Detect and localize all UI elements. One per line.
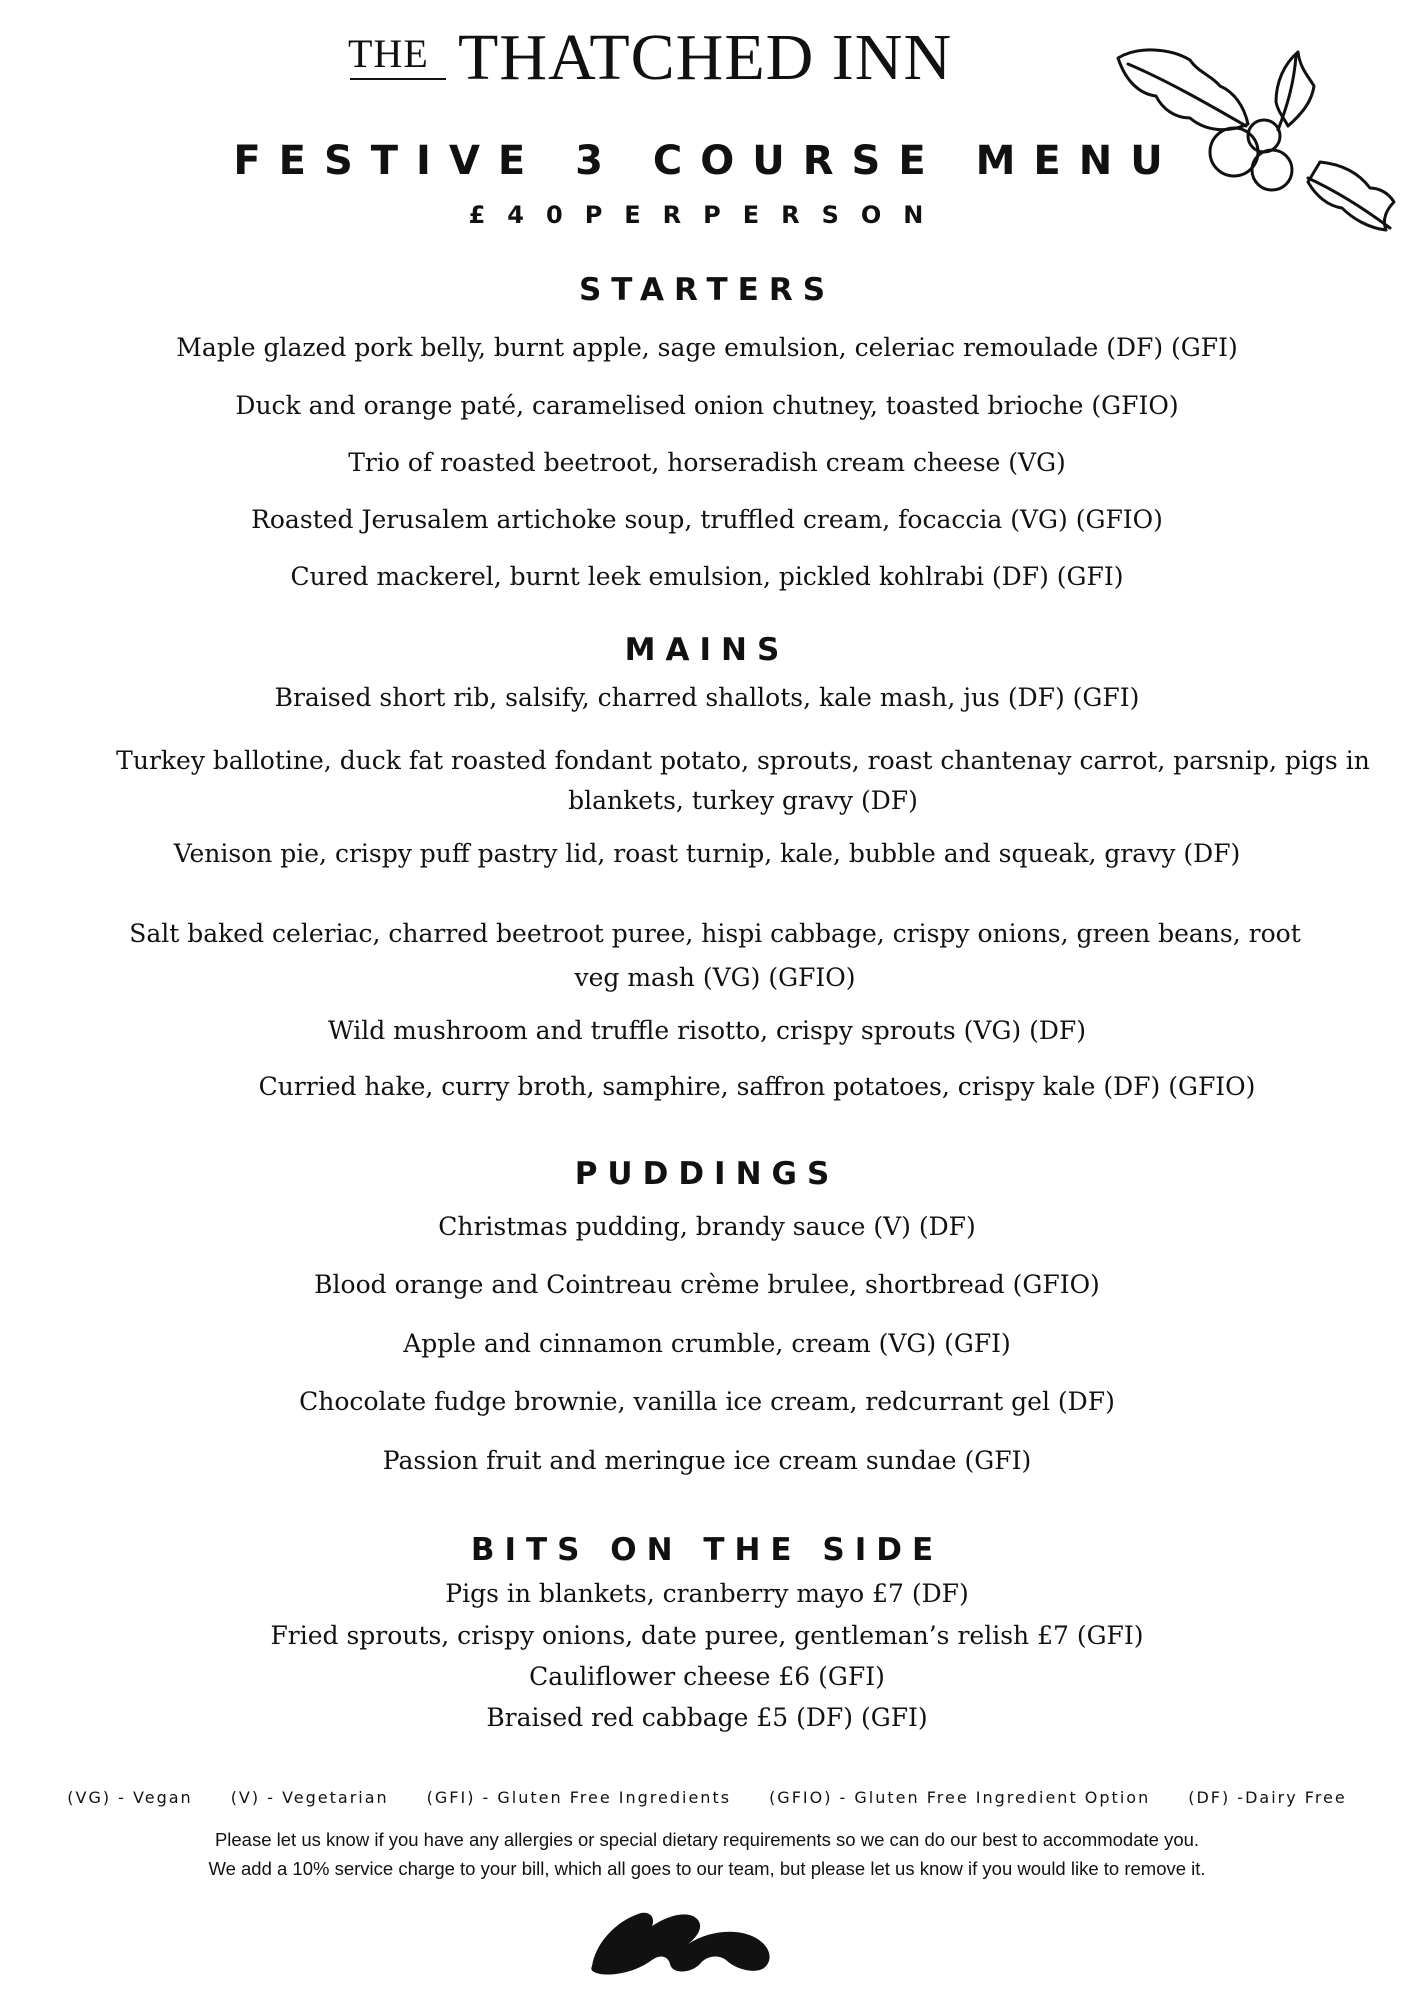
menu-item: Christmas pudding, brandy sauce (V) (DF) (438, 1212, 976, 1241)
menu-title: FESTIVE 3 COURSE MENU (233, 138, 1181, 184)
menu-item: Maple glazed pork belly, burnt apple, sage emulsion, celeriac remoulade (DF) (GFI) (176, 333, 1238, 362)
key-item: (V) - Vegetarian (230, 1788, 389, 1807)
menu-item: Salt baked celeriac, charred beetroot puree, hispi cabbage, crispy onions, green beans, root veg mash (VG) (GFIO) (129, 919, 1301, 992)
menu-item: Cured mackerel, burnt leek emulsion, pickled kohlrabi (DF) (GFI) (290, 562, 1124, 591)
starters-heading: STARTERS (578, 272, 836, 308)
logo-name: THATCHED INN (458, 21, 953, 94)
logo-the: THE (348, 31, 429, 76)
inn-logo (348, 22, 1048, 94)
allergy-note: Please let us know if you have any allergies or special dietary requirements so we can do our best to accommodate you. (214, 1829, 1200, 1850)
key-item: (DF) -Dairy Free (1188, 1788, 1347, 1807)
menu-item: Blood orange and Cointreau crème brulee, shortbread (GFIO) (314, 1270, 1100, 1299)
menu-item: Venison pie, crispy puff pastry lid, roast turnip, kale, bubble and squeak, gravy (DF) (173, 839, 1241, 868)
menu-item: Duck and orange paté, caramelised onion chutney, toasted brioche (GFIO) (235, 391, 1179, 420)
service-charge-note: We add a 10% service charge to your bill, which all goes to our team, but please let us know if you would like to remove it. (208, 1858, 1206, 1879)
menu-item: Trio of roasted beetroot, horseradish cream cheese (VG) (348, 448, 1066, 477)
menu-item: Wild mushroom and truffle risotto, crispy sprouts (VG) (DF) (327, 1016, 1087, 1045)
menu-price: £40PERPERSON (468, 201, 946, 229)
brush-logo-icon (586, 1900, 776, 1978)
menu-item: Apple and cinnamon crumble, cream (VG) (GFI) (403, 1329, 1011, 1358)
menu-item: Roasted Jerusalem artichoke soup, truffled cream, focaccia (VG) (GFIO) (251, 505, 1163, 534)
menu-item: Turkey ballotine, duck fat roasted fondant potato, sprouts, roast chantenay carrot, parsnip, pigs in blankets, turkey gravy (DF) (116, 746, 1370, 815)
side-item: Pigs in blankets, cranberry mayo £7 (DF) (445, 1579, 969, 1608)
logo-underline (350, 78, 446, 80)
menu-item: Braised short rib, salsify, charred shallots, kale mash, jus (DF) (GFI) (274, 683, 1140, 712)
dietary-key (0, 1786, 1414, 1810)
menu-item: Chocolate fudge brownie, vanilla ice cream, redcurrant gel (DF) (299, 1387, 1115, 1416)
side-item: Braised red cabbage £5 (DF) (GFI) (486, 1703, 928, 1732)
menu-item: Passion fruit and meringue ice cream sundae (GFI) (382, 1446, 1032, 1475)
sides-heading: BITS ON THE SIDE (470, 1532, 944, 1568)
key-item: (GFI) - Gluten Free Ingredients (426, 1788, 732, 1807)
puddings-heading: PUDDINGS (574, 1156, 840, 1192)
key-item: (GFIO) - Gluten Free Ingredient Option (769, 1788, 1151, 1807)
mains-heading: MAINS (624, 632, 790, 668)
side-item: Fried sprouts, crispy onions, date puree, gentleman’s relish £7 (GFI) (270, 1621, 1144, 1650)
key-item: (VG) - Vegan (67, 1788, 193, 1807)
side-item: Cauliflower cheese £6 (GFI) (529, 1662, 885, 1691)
menu-item: Curried hake, curry broth, samphire, saffron potatoes, crispy kale (DF) (GFIO) (258, 1072, 1256, 1101)
